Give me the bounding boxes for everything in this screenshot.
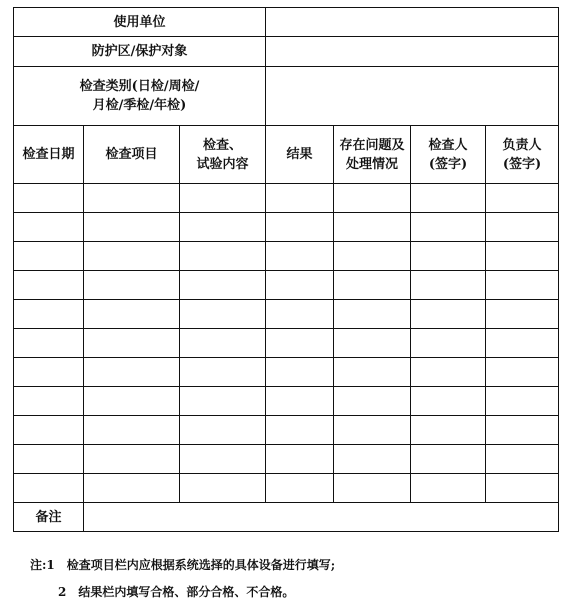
header-date: 检查日期 xyxy=(14,126,84,184)
cell-item[interactable] xyxy=(84,358,180,387)
cell-inspector[interactable] xyxy=(411,329,486,358)
cell-issue[interactable] xyxy=(334,184,411,213)
cell-date[interactable] xyxy=(14,445,84,474)
cell-item[interactable] xyxy=(84,184,180,213)
cell-date[interactable] xyxy=(14,213,84,242)
table-row xyxy=(14,329,559,358)
cell-result[interactable] xyxy=(266,329,334,358)
table-row xyxy=(14,213,559,242)
table-row xyxy=(14,271,559,300)
cell-content[interactable] xyxy=(180,184,266,213)
zone-row xyxy=(14,37,559,67)
cell-item[interactable] xyxy=(84,271,180,300)
cell-inspector[interactable] xyxy=(411,300,486,329)
inspection-record-table xyxy=(13,7,559,532)
table-row xyxy=(14,184,559,213)
table-row xyxy=(14,445,559,474)
cell-result[interactable] xyxy=(266,416,334,445)
header-inspector xyxy=(411,126,486,184)
cell-content[interactable] xyxy=(180,213,266,242)
cell-date[interactable] xyxy=(14,474,84,503)
table-row xyxy=(14,387,559,416)
cell-date[interactable] xyxy=(14,329,84,358)
header-row xyxy=(14,126,559,184)
cell-result[interactable] xyxy=(266,445,334,474)
cell-manager[interactable] xyxy=(486,184,559,213)
zone-field[interactable] xyxy=(266,37,559,67)
cell-manager[interactable] xyxy=(486,271,559,300)
cell-result[interactable] xyxy=(266,213,334,242)
cell-content[interactable] xyxy=(180,242,266,271)
cell-manager[interactable] xyxy=(486,300,559,329)
cell-inspector[interactable] xyxy=(411,445,486,474)
cell-content[interactable] xyxy=(180,358,266,387)
cell-inspector[interactable] xyxy=(411,416,486,445)
cell-date[interactable] xyxy=(14,358,84,387)
category-field[interactable] xyxy=(266,67,559,126)
category-row xyxy=(14,67,559,126)
header-inspector-line1: 检查人 xyxy=(428,137,468,153)
category-label-line2: 月检/季检/年检) xyxy=(92,98,187,113)
cell-manager[interactable] xyxy=(486,242,559,271)
unit-field[interactable] xyxy=(266,8,559,37)
cell-content[interactable] xyxy=(180,300,266,329)
table-row xyxy=(14,300,559,329)
table-row xyxy=(14,358,559,387)
header-result: 结果 xyxy=(266,126,334,184)
cell-inspector[interactable] xyxy=(411,358,486,387)
cell-issue[interactable] xyxy=(334,300,411,329)
cell-inspector[interactable] xyxy=(411,271,486,300)
note-1-prefix: 注:1 xyxy=(30,558,55,572)
header-manager-line2: (签字) xyxy=(502,156,542,172)
header-issue-line1: 存在问题及 xyxy=(339,137,405,153)
table-row xyxy=(14,474,559,503)
note-1-text: 检查项目栏内应根据系统选择的具体设备进行填写; xyxy=(66,558,336,572)
cell-manager[interactable] xyxy=(486,213,559,242)
cell-result[interactable] xyxy=(266,474,334,503)
cell-issue[interactable] xyxy=(334,445,411,474)
remarks-label: 备注 xyxy=(14,503,84,532)
cell-issue[interactable] xyxy=(334,358,411,387)
header-content-line2: 试验内容 xyxy=(196,156,249,172)
category-label-line1: 检查类别(日检/周检/ xyxy=(79,79,200,94)
header-issue xyxy=(334,126,411,184)
header-item: 检查项目 xyxy=(84,126,180,184)
unit-label: 使用单位 xyxy=(14,8,266,37)
zone-label: 防护区/保护对象 xyxy=(14,37,266,67)
cell-content[interactable] xyxy=(180,329,266,358)
cell-issue[interactable] xyxy=(334,213,411,242)
cell-manager[interactable] xyxy=(486,474,559,503)
unit-row xyxy=(14,8,559,37)
cell-date[interactable] xyxy=(14,416,84,445)
header-inspector-line2: (签字) xyxy=(428,156,468,172)
table-row xyxy=(14,242,559,271)
cell-issue[interactable] xyxy=(334,474,411,503)
header-manager xyxy=(486,126,559,184)
cell-item[interactable] xyxy=(84,242,180,271)
cell-inspector[interactable] xyxy=(411,184,486,213)
cell-item[interactable] xyxy=(84,474,180,503)
cell-date[interactable] xyxy=(14,271,84,300)
cell-manager[interactable] xyxy=(486,387,559,416)
cell-manager[interactable] xyxy=(486,416,559,445)
note-1 xyxy=(30,556,335,573)
category-label xyxy=(14,67,266,126)
cell-content[interactable] xyxy=(180,416,266,445)
remarks-field[interactable] xyxy=(84,503,559,532)
header-issue-line2: 处理情况 xyxy=(345,156,398,172)
cell-content[interactable] xyxy=(180,271,266,300)
cell-issue[interactable] xyxy=(334,242,411,271)
cell-result[interactable] xyxy=(266,271,334,300)
table-row xyxy=(14,416,559,445)
cell-date[interactable] xyxy=(14,387,84,416)
data-rows xyxy=(14,184,559,503)
note-2-number: 2 xyxy=(58,585,67,599)
cell-result[interactable] xyxy=(266,300,334,329)
cell-result[interactable] xyxy=(266,184,334,213)
cell-item[interactable] xyxy=(84,445,180,474)
cell-date[interactable] xyxy=(14,300,84,329)
cell-content[interactable] xyxy=(180,445,266,474)
cell-issue[interactable] xyxy=(334,271,411,300)
header-manager-line1: 负责人 xyxy=(502,137,542,153)
header-content xyxy=(180,126,266,184)
cell-result[interactable] xyxy=(266,358,334,387)
note-2 xyxy=(58,583,294,600)
cell-manager[interactable] xyxy=(486,445,559,474)
cell-manager[interactable] xyxy=(486,358,559,387)
cell-manager[interactable] xyxy=(486,329,559,358)
cell-date[interactable] xyxy=(14,184,84,213)
cell-item[interactable] xyxy=(84,300,180,329)
cell-content[interactable] xyxy=(180,474,266,503)
cell-result[interactable] xyxy=(266,387,334,416)
cell-content[interactable] xyxy=(180,387,266,416)
cell-item[interactable] xyxy=(84,387,180,416)
cell-inspector[interactable] xyxy=(411,387,486,416)
cell-issue[interactable] xyxy=(334,387,411,416)
cell-issue[interactable] xyxy=(334,329,411,358)
header-content-line1: 检查、 xyxy=(202,137,242,153)
remarks-row xyxy=(14,503,559,532)
cell-issue[interactable] xyxy=(334,416,411,445)
cell-item[interactable] xyxy=(84,416,180,445)
cell-item[interactable] xyxy=(84,329,180,358)
cell-date[interactable] xyxy=(14,242,84,271)
cell-inspector[interactable] xyxy=(411,474,486,503)
cell-inspector[interactable] xyxy=(411,242,486,271)
note-2-text: 结果栏内填写合格、部分合格、不合格。 xyxy=(78,585,295,599)
cell-inspector[interactable] xyxy=(411,213,486,242)
cell-result[interactable] xyxy=(266,242,334,271)
cell-item[interactable] xyxy=(84,213,180,242)
